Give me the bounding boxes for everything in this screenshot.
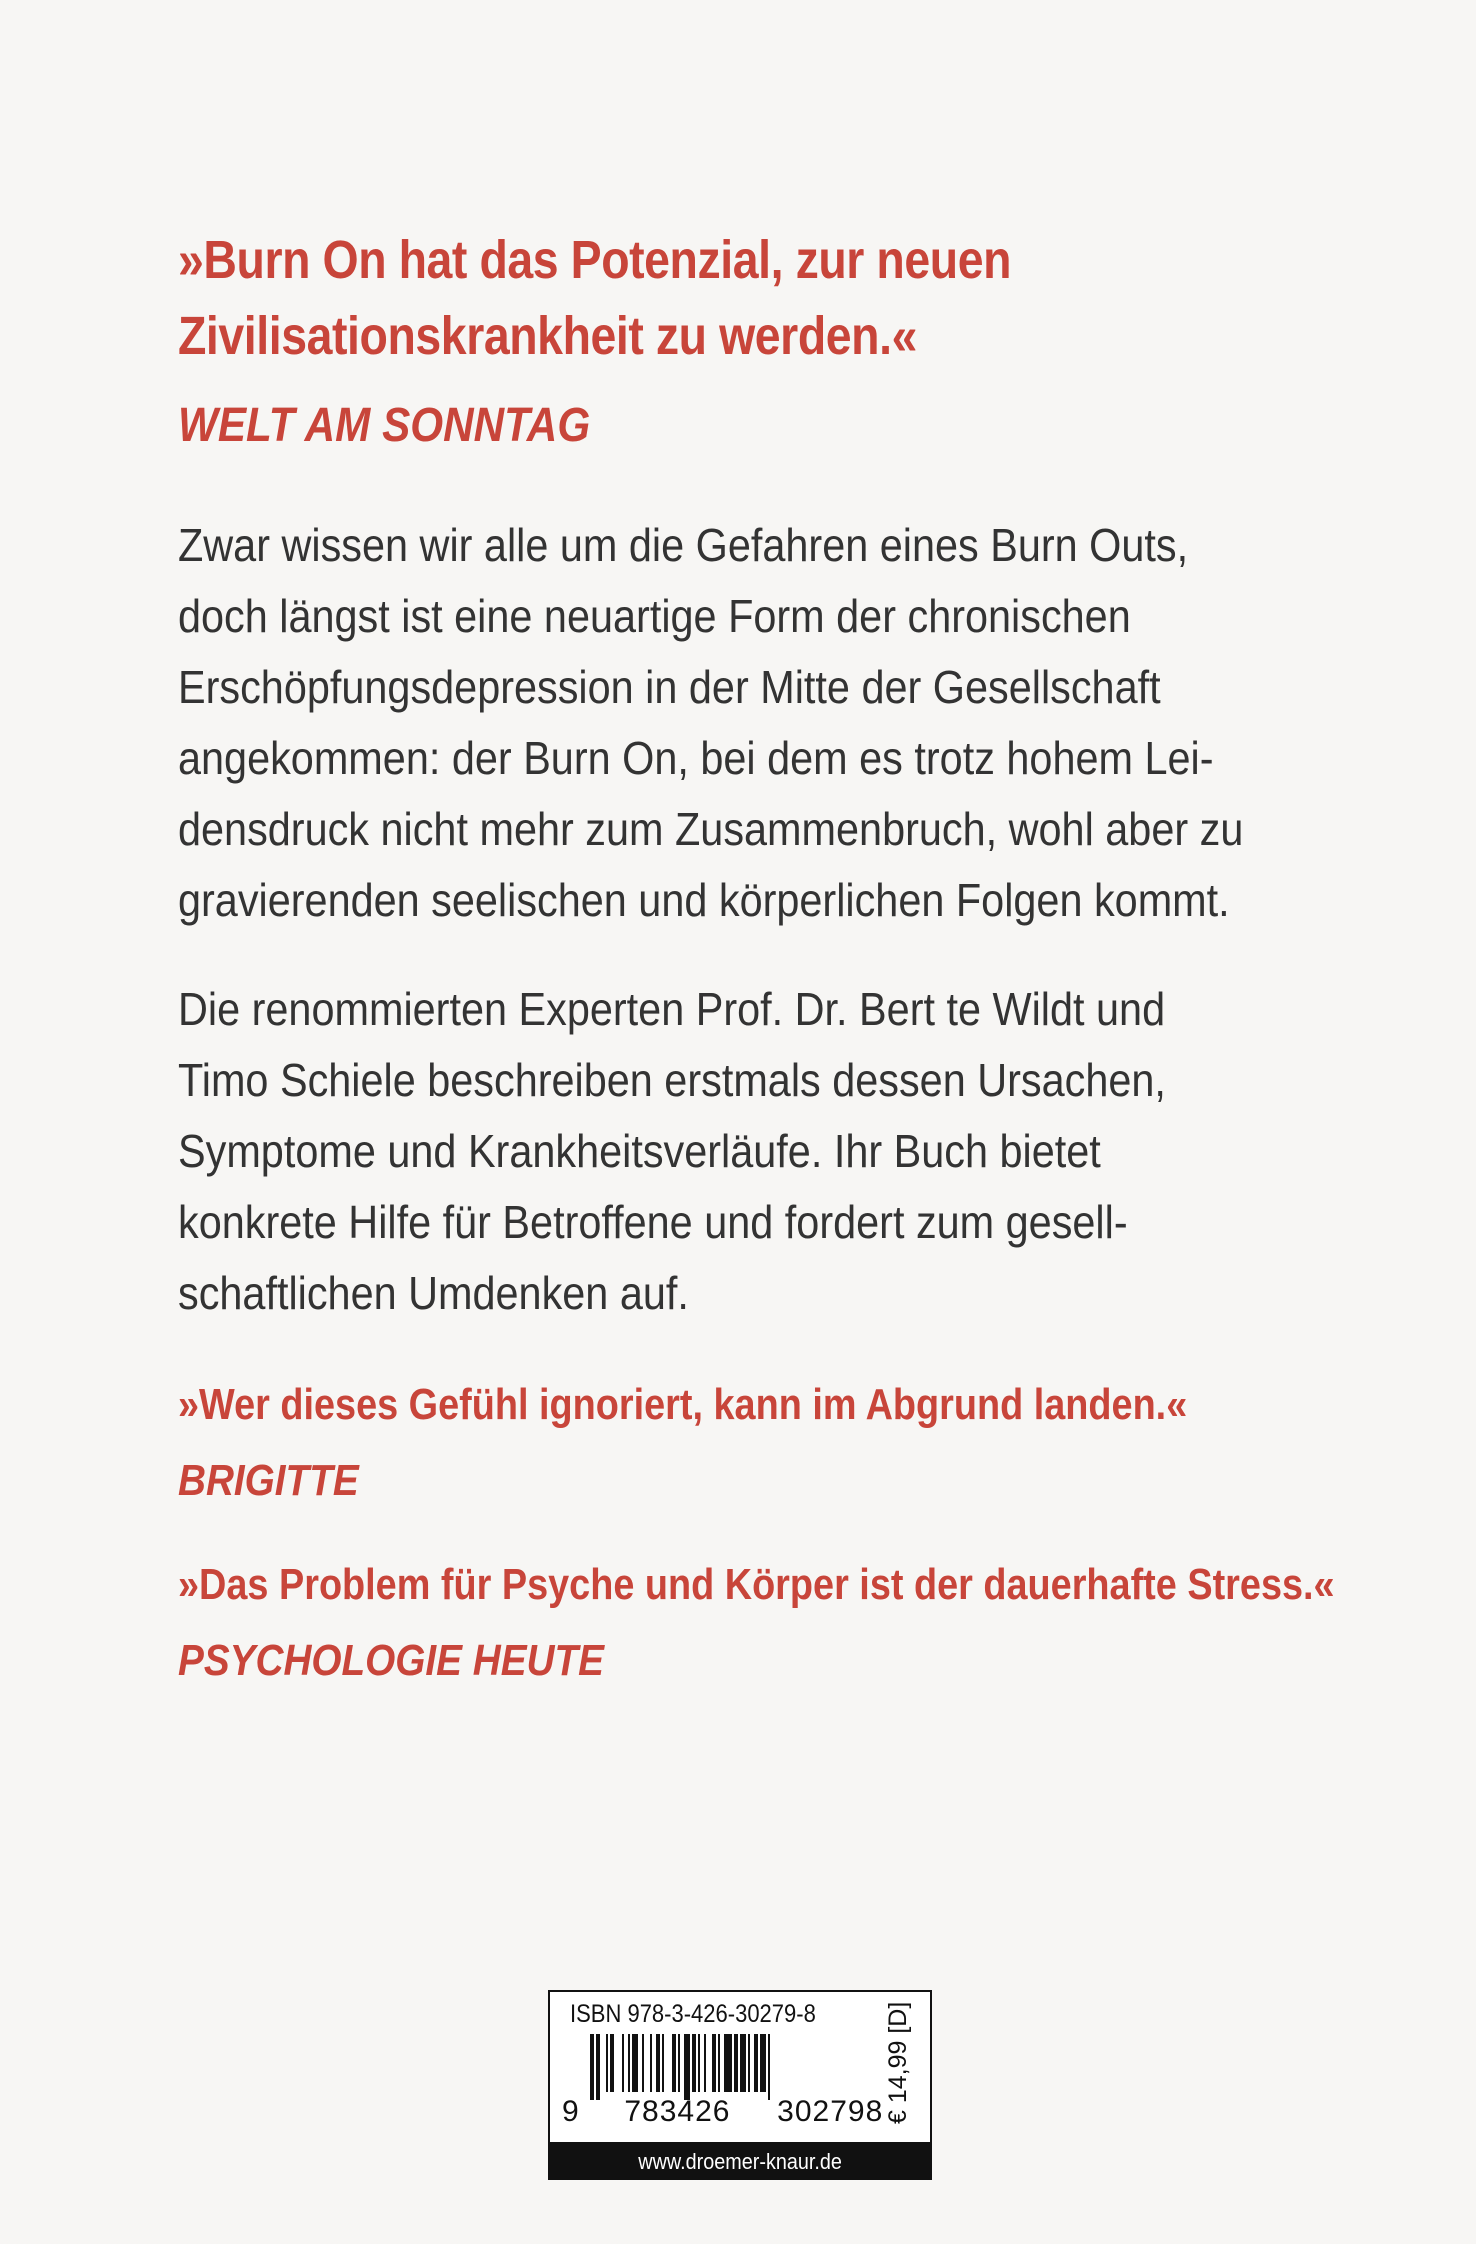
quote-psychologie-heute-source: PSYCHOLOGIE HEUTE [178,1636,604,1685]
barcode-digits-left: 783426 [624,2095,731,2128]
isbn-label: ISBN 978-3-426-30279-8 [570,2000,816,2028]
blurb-paragraph-2 [178,974,1166,1329]
barcode-digits [562,2095,883,2129]
quote-welt-line-2: Zivilisationskrankheit zu werden.« [178,306,917,366]
barcode-digits-right: 302798 [777,2095,884,2128]
barcode-digit-first: 9 [562,2095,580,2128]
blurb-line: Zwar wissen wir alle um die Gefahren eines Burn Outs, [178,519,1189,571]
blurb-line: angekommen: der Burn On, bei dem es trotz hohem Lei- [178,732,1214,784]
blurb-line: Timo Schiele beschreiben erstmals dessen Ursachen, [178,1054,1166,1106]
price-label: € 14,99 [D] [884,2001,912,2124]
quote-welt [178,222,1011,374]
blurb-line: doch längst ist eine neuartige Form der chronischen [178,590,1131,642]
blurb-line: densdruck nicht mehr zum Zusammenbruch, wohl aber zu [178,803,1244,855]
publisher-website [548,2144,932,2180]
quote-psychologie-heute: »Das Problem für Psyche und Körper ist der dauerhafte Stress.« [178,1560,1335,1609]
quote-welt-source: WELT AM SONNTAG [178,399,591,452]
publisher-website-text: www.droemer-knaur.de [638,2149,842,2174]
isbn-barcode-box [548,1990,932,2144]
blurb-paragraph-1 [178,510,1243,936]
blurb-line: Symptome und Krankheitsverläufe. Ihr Buch bietet [178,1125,1101,1177]
quote-brigitte-source: BRIGITTE [178,1456,359,1505]
barcode-icon [590,2034,870,2100]
blurb-line: Erschöpfungsdepression in der Mitte der Gesellschaft [178,661,1161,713]
blurb-line: Die renommierten Experten Prof. Dr. Bert te Wildt und [178,983,1166,1035]
blurb-line: gravierenden seelischen und körperlichen Folgen kommt. [178,874,1230,926]
blurb-line: schaftlichen Umdenken auf. [178,1267,689,1319]
quote-brigitte: »Wer dieses Gefühl ignoriert, kann im Abgrund landen.« [178,1380,1188,1429]
quote-welt-line-1: »Burn On hat das Potenzial, zur neuen [178,230,1012,290]
blurb-line: konkrete Hilfe für Betroffene und fordert zum gesell- [178,1196,1128,1248]
